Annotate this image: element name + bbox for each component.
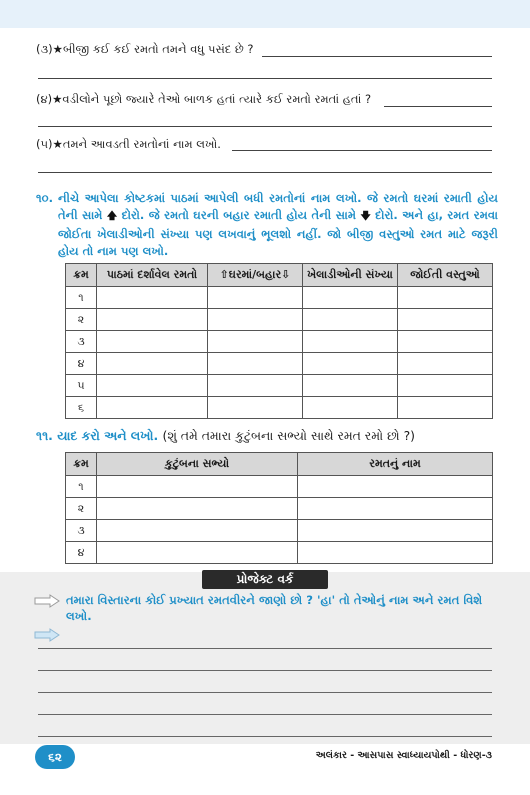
col-header: ⇧ઘરમાં/બહાર⇩ xyxy=(208,264,303,287)
table-cell[interactable] xyxy=(97,375,208,397)
top-band xyxy=(0,0,530,28)
table-cell[interactable] xyxy=(298,542,493,564)
table-cell[interactable] xyxy=(303,287,398,309)
answer-line[interactable] xyxy=(38,126,492,127)
table-header-row xyxy=(66,453,493,476)
table-row xyxy=(66,353,493,375)
table-cell[interactable] xyxy=(398,397,493,419)
row-number: ૪ xyxy=(66,353,97,375)
table-cell[interactable] xyxy=(298,476,493,498)
table-cell[interactable] xyxy=(208,375,303,397)
table-cell[interactable] xyxy=(208,331,303,353)
table-cell[interactable] xyxy=(398,353,493,375)
table-cell[interactable] xyxy=(97,309,208,331)
up-arrow-icon: 🡅 xyxy=(106,211,118,223)
table-cell[interactable] xyxy=(97,520,298,542)
row-number: ૨ xyxy=(66,309,97,331)
col-header: પાઠમાં દર્શાવેલ રમતો xyxy=(97,264,208,287)
answer-line[interactable] xyxy=(232,150,492,151)
question-3-num: (૩) xyxy=(36,42,53,56)
question-3-text: બીજી કઈ કઈ રમતો તમને વધુ પસંદ છે ? xyxy=(62,42,254,56)
row-number: ૧ xyxy=(66,287,97,309)
answer-line[interactable] xyxy=(38,172,492,173)
table-row xyxy=(66,375,493,397)
table-row xyxy=(66,287,493,309)
table-header-row xyxy=(66,264,493,287)
page-number: ૬૨ xyxy=(35,745,75,769)
table-cell[interactable] xyxy=(208,309,303,331)
question-10-num: ૧૦. xyxy=(36,191,54,205)
answer-line[interactable] xyxy=(384,106,492,107)
col-header: રમતનું નામ xyxy=(298,453,493,476)
question-4-text: વડીલોને પૂછો જ્યારે તેઓ બાળક હતાં ત્યારે કઈ રમતો રમતાં હતાં ? xyxy=(62,92,372,106)
family-table xyxy=(65,452,493,564)
table-cell[interactable] xyxy=(398,331,493,353)
table-cell[interactable] xyxy=(208,353,303,375)
table-cell[interactable] xyxy=(97,353,208,375)
col-header: કુટુંબના સભ્યો xyxy=(97,453,298,476)
table-cell[interactable] xyxy=(303,397,398,419)
question-11-text: યાદ કરો અને લખો. xyxy=(57,428,159,443)
question-3 xyxy=(36,42,254,57)
table-cell[interactable] xyxy=(398,287,493,309)
games-table xyxy=(65,263,493,419)
question-10-text-1: નીચે આપેલા કોષ્ટકમાં પાઠમાં આપેલી બધી રમતોનાં નામ લખો. જે રમતો ઘરમાં રમાતી હોય તેની સામે xyxy=(58,191,498,223)
table-cell[interactable] xyxy=(97,498,298,520)
down-arrow-icon: 🡇 xyxy=(360,211,371,223)
table-cell[interactable] xyxy=(298,520,493,542)
book-title: અલંકાર - આસપાસ સ્વાધ્યાયપોથી - ધોરણ-૩ xyxy=(315,750,492,761)
question-11 xyxy=(36,428,415,444)
question-11-subtext: (શું તમે તમારા કુટુંબના સભ્યો સાથે રમત રમો છો ?) xyxy=(162,428,416,443)
table-row xyxy=(66,476,493,498)
table-row xyxy=(66,498,493,520)
col-header: ક્રમ xyxy=(66,264,97,287)
answer-line[interactable] xyxy=(38,78,492,79)
star-icon: ★ xyxy=(52,92,63,106)
table-cell[interactable] xyxy=(303,353,398,375)
star-icon: ★ xyxy=(52,42,63,56)
writing-line[interactable] xyxy=(38,648,492,649)
table-cell[interactable] xyxy=(97,476,298,498)
col-header: ખેલાડીઓની સંખ્યા xyxy=(303,264,398,287)
table-cell[interactable] xyxy=(398,375,493,397)
question-4 xyxy=(36,92,371,107)
question-10 xyxy=(36,190,498,261)
project-text: તમારા વિસ્તારના કોઈ પ્રખ્યાત રમતવીરને જાણો છો ? 'હા' તો તેઓનું નામ અને રમત વિશે લખો. xyxy=(66,593,483,623)
table-cell[interactable] xyxy=(97,331,208,353)
writing-line[interactable] xyxy=(38,736,492,737)
table-row xyxy=(66,520,493,542)
table-cell[interactable] xyxy=(97,397,208,419)
table-row xyxy=(66,309,493,331)
row-number: ૩ xyxy=(66,520,97,542)
star-icon: ★ xyxy=(52,137,63,151)
question-5 xyxy=(36,137,221,152)
col-header: જોઈતી વસ્તુઓ xyxy=(398,264,493,287)
project-title: પ્રોજેક્ટ વર્ક xyxy=(202,570,328,589)
arrow-right-icon xyxy=(34,628,60,642)
table-cell[interactable] xyxy=(303,331,398,353)
table-cell[interactable] xyxy=(303,309,398,331)
row-number: ૫ xyxy=(66,375,97,397)
writing-line[interactable] xyxy=(38,714,492,715)
table-cell[interactable] xyxy=(303,375,398,397)
table-cell[interactable] xyxy=(97,287,208,309)
writing-line[interactable] xyxy=(38,692,492,693)
table-cell[interactable] xyxy=(97,542,298,564)
row-number: ૪ xyxy=(66,542,97,564)
question-5-num: (૫) xyxy=(36,137,53,151)
row-number: ૬ xyxy=(66,397,97,419)
table-cell[interactable] xyxy=(298,498,493,520)
table-cell[interactable] xyxy=(398,309,493,331)
answer-line[interactable] xyxy=(262,56,492,57)
table-row xyxy=(66,542,493,564)
row-number: ૧ xyxy=(66,476,97,498)
question-10-text-2: દોરો. જે રમતો ઘરની બહાર રમાતી હોય તેની સામે xyxy=(121,208,357,223)
table-row xyxy=(66,397,493,419)
writing-line[interactable] xyxy=(38,670,492,671)
question-11-num: ૧૧. xyxy=(36,428,53,443)
table-cell[interactable] xyxy=(208,287,303,309)
row-number: ૨ xyxy=(66,498,97,520)
col-header: ક્રમ xyxy=(66,453,97,476)
question-4-num: (૪) xyxy=(36,92,53,106)
table-cell[interactable] xyxy=(208,397,303,419)
table-row xyxy=(66,331,493,353)
question-5-text: તમને આવડતી રમતોનાં નામ લખો. xyxy=(62,137,221,151)
row-number: ૩ xyxy=(66,331,97,353)
arrow-right-icon xyxy=(34,594,60,608)
question-10-text-3: દોરો. અને હા, રમત રમવા જોઈતા ખેલાડીઓની સંખ્યા પણ લખવાનું ભૂલશો નહીં. જો બીજી વસ્તુઓ રમત માટે જરૂરી હોય તો નામ પણ લખો. xyxy=(58,208,498,259)
